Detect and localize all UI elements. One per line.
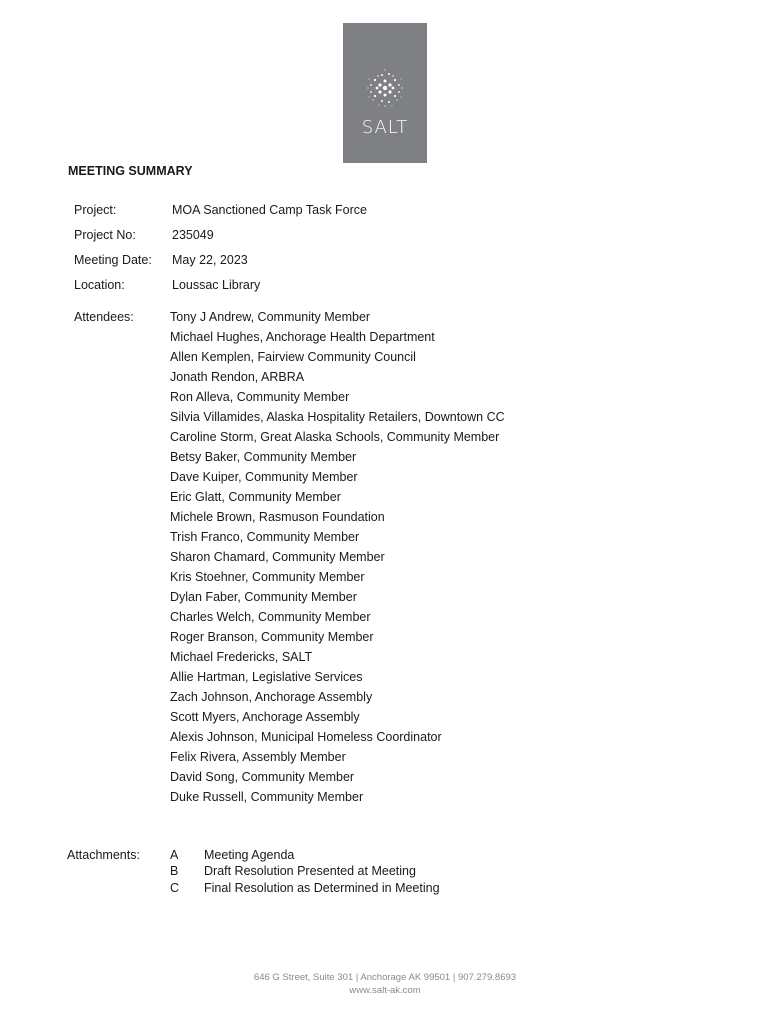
attachment-letter: A (170, 848, 179, 862)
attendee-item: Kris Stoehner, Community Member (170, 570, 365, 584)
attendee-item: Charles Welch, Community Member (170, 610, 371, 624)
attachment-title: Draft Resolution Presented at Meeting (204, 864, 416, 878)
attendee-item: Michael Fredericks, SALT (170, 650, 313, 664)
attendee-item: Trish Franco, Community Member (170, 530, 360, 544)
attendee-item: David Song, Community Member (170, 770, 355, 784)
attendee-item: Duke Russell, Community Member (170, 790, 364, 804)
attachment-letter: B (170, 864, 179, 878)
logo-text: SALT (361, 117, 409, 138)
salt-logo (343, 23, 427, 163)
attendees-label: Attendees: (74, 310, 134, 324)
attendee-item: Michael Hughes, Anchorage Health Department (170, 330, 435, 344)
footer-website: www.salt-ak.com (349, 985, 421, 996)
attendee-item: Allie Hartman, Legislative Services (170, 670, 363, 684)
project-no-value: 235049 (172, 228, 214, 242)
attendee-item: Dylan Faber, Community Member (170, 590, 357, 604)
attendee-item: Alexis Johnson, Municipal Homeless Coordinator (170, 730, 442, 744)
meeting-date-label: Meeting Date: (74, 253, 152, 267)
attendee-item: Felix Rivera, Assembly Member (170, 750, 346, 764)
project-no-label: Project No: (74, 228, 136, 242)
attachments-label: Attachments: (67, 848, 140, 862)
attendee-item: Caroline Storm, Great Alaska Schools, Community Member (170, 430, 500, 444)
attendee-item: Silvia Villamides, Alaska Hospitality Retailers, Downtown CC (170, 410, 505, 424)
attendee-item: Sharon Chamard, Community Member (170, 550, 385, 564)
meeting-date-value: May 22, 2023 (172, 253, 248, 267)
attendee-item: Eric Glatt, Community Member (170, 490, 341, 504)
attendee-item: Allen Kemplen, Fairview Community Council (170, 350, 416, 364)
location-label: Location: (74, 278, 125, 292)
document-heading: MEETING SUMMARY (68, 164, 193, 178)
project-value: MOA Sanctioned Camp Task Force (172, 203, 367, 217)
salt-logo-mark-icon (362, 65, 408, 111)
attendee-item: Scott Myers, Anchorage Assembly (170, 710, 360, 724)
attachment-title: Meeting Agenda (204, 848, 295, 862)
attachment-letter: C (170, 881, 180, 895)
attendee-item: Betsy Baker, Community Member (170, 450, 357, 464)
attendee-item: Roger Branson, Community Member (170, 630, 374, 644)
attendee-item: Dave Kuiper, Community Member (170, 470, 358, 484)
attendee-item: Ron Alleva, Community Member (170, 390, 350, 404)
location-value: Loussac Library (172, 278, 261, 292)
attendee-item: Zach Johnson, Anchorage Assembly (170, 690, 373, 704)
footer-address: 646 G Street, Suite 301 | Anchorage AK 99501 | 907.279.8693 (253, 972, 517, 983)
project-label: Project: (74, 203, 117, 217)
attachment-title: Final Resolution as Determined in Meeting (204, 881, 440, 895)
attendee-item: Jonath Rendon, ARBRA (170, 370, 305, 384)
attendee-item: Tony J Andrew, Community Member (170, 310, 371, 324)
attendee-item: Michele Brown, Rasmuson Foundation (170, 510, 385, 524)
